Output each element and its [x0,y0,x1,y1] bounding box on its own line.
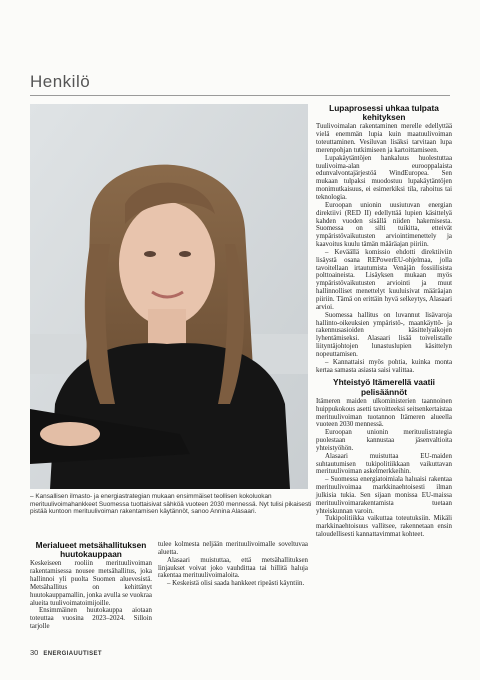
page-number: 30 [30,648,39,657]
right-paragraph: Suomessa hallitus on luvannut lisävaroja hallinto-oikeuksien ympäristö-, maankäyttö- ja rakennusasioiden käsittelyaikojen lyhentämiseksi. Alasaari lisää toivelistalle liityntäjohtojen lunastuslupien käsittelyn nopeuttamisen. [316,311,452,358]
right-paragraph: Euroopan unionin merituulistrategia puolestaan kannustaa jäsenvaltioita yhteistyöhön. [316,429,452,452]
portrait-illustration [30,104,308,489]
middle-paragraph: Alasaari muistuttaa, että metsähallituksen linjaukset voivat joko vauhdittaa tai hillitä haluja rakentaa merituulivoimaloita. [158,556,308,580]
right-column [316,104,452,539]
right-paragraph: – Keväällä komissio ehdotti direktiiviin lisäystä osana REPowerEU-ohjelmaa, jolla tavoitellaan irtautumista Venäjän fossiilisista polttoaineista. Lisäyksen mukaan myös ympäristövaikutusten arviointi ja muut hallinnolliset menettelyt kuuluisivat määräajan piiriin. Tämä on erittäin hyvä selkeytys, Alasaari arvioi. [316,248,452,311]
right-heading-2: Yhteistyö Itämerellä vaatii pelisäännöt [333,377,435,397]
right-paragraph: Tuulivoimalan rakentaminen merelle edellyttää vielä enemmän lupia kuin maatuulivoiman toteuttaminen. Vesiluvan lisäksi tarvitaan lupa merenpohjan tutkimiseen ja kartoittamiseen. [316,123,452,154]
section-label: Henkilö [30,72,91,91]
right-paragraph: Lupakäytäntöjen hankaluus huolestuttaa tuulivoima-alan eurooppalaista edunvalvontajärjestöä WindEuropea. Sen mukaan tulpaksi muodostuu lupakäytäntöjen monimutkaisuus, ei esimerkiksi tila, rahoitus tai teknologia. [316,154,452,201]
header-rule [30,95,450,96]
photo-caption: – Kansallisen ilmasto- ja energiastrategian mukaan ensimmäiset teollisen kokoluokan merituulivoimahankkeet Suomessa tuottaisivat sähköä vuoteen 2030 mennessä. Nyt tulisi pikaisesti pistää kuntoon merituulivoiman rakentamisen käytännöt, sanoo Annina Alasaari. [30,493,312,516]
left-heading: Merialueet metsähallituksen huutokauppaan [35,540,147,560]
middle-paragraph: tulee kolmesta neljään merituulivoimalle soveltuvaa aluetta. [158,541,308,556]
right-heading-1: Lupaprosessi uhkaa tulpata kehityksen [329,103,439,123]
left-paragraph: Ensimmäinen huutokauppa aiotaan toteuttaa vuosina 2023–2024. Silloin tarjolle [30,607,152,631]
right-paragraph: Itämeren maiden ulkoministerien taannoinen huippukokous asetti tavoitteeksi seitsenkertaistaa merituulivoiman tuotannon Itämeren alueella vuoteen 2030 mennessä. [316,397,452,429]
left-paragraph: Keskeiseen rooliin merituulivoiman rakentamisessa nousee metsähallitus, joka hallinnoi yli puolta Suomen aluevesistä. Metsähallitus on kehittänyt huutokauppamallin, jonka avulla se vuokraa alueita tuulivoimatoimijoille. [30,560,152,607]
middle-column [158,541,308,588]
right-paragraph: Tukipolitiikka vaikuttaa toteutuksiin. Mikäli markkinaehtoisuus vallitsee, rakennetaan ensin taloudellisesti kannattavimmat kohteet. [316,515,452,539]
middle-paragraph: – Keskeistä olisi saada hankkeet ripeästi käyntiin. [167,580,305,588]
magazine-brand: ENERGIAUUTISET [43,651,102,657]
page-footer [30,648,102,657]
right-paragraph: Euroopan unionin uusiutuvan energian direktiivi (RED II) edellyttää lupien käsittelyä kahden vuoden sisällä niiden hakemisesta. Suomessa on silti tuikitta, etteivät ympäristövaikutusten arviointimenettely ja kaavoitus kuulu tämän määräajan piiriin. [316,201,452,249]
right-paragraph: – Suomessa energiatoimiala haluaisi rakentaa merituulivoimaa markkinaehtoisesti ilman julkisia tukia. Sen sijaan monissa EU-maissa merituulivoimarakentamista tuetaan yhteiskunnan varoin. [316,476,452,515]
portrait-photo [30,104,308,489]
left-column [30,541,152,631]
right-paragraph: Alasaari muistuttaa EU-maiden suhtautumisen tukipolitiikkaan vaikuttavan merituulivoiman askelmerkkeihin. [316,452,452,476]
right-paragraph: – Kannattaisi myös pohtia, kuinka monta kertaa samasta asiasta saisi valittaa. [316,358,452,374]
